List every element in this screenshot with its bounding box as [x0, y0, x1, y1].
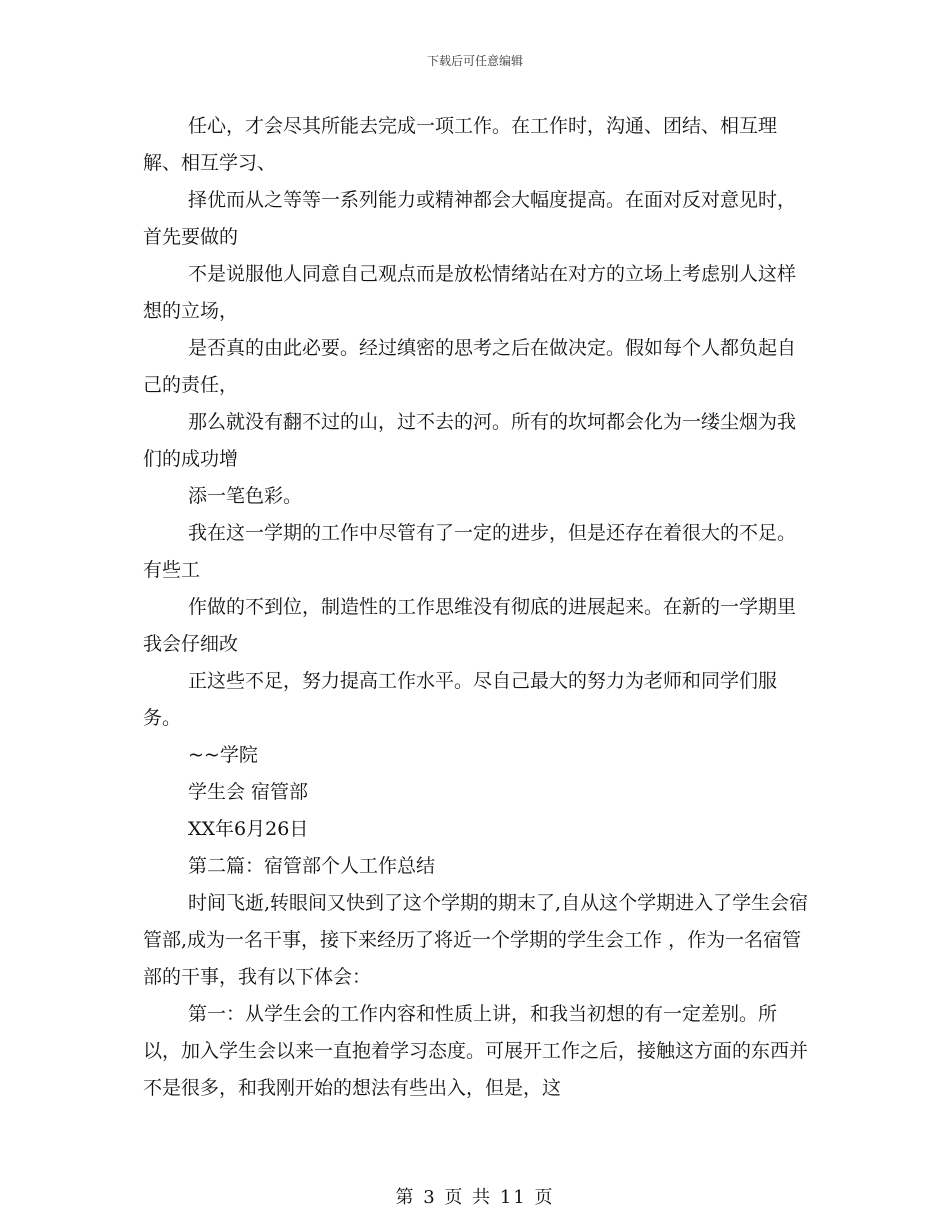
paragraph: 不是说服他人同意自己观点而是放松情绪站在对方的立场上考虑别人这样想的立场，	[143, 263, 797, 322]
page-header: 下载后可任意编辑	[426, 54, 523, 68]
paragraph: 我在这一学期的工作中尽管有了一定的进步，但是还存在着很大的不足。有些工	[143, 522, 797, 581]
section-title: 第二篇：宿管部个人工作总结	[188, 855, 436, 877]
paragraph: 第一：从学生会的工作内容和性质上讲，和我当初想的有一定差别。所以，加入学生会以来一直抱着学习态度。可展开工作之后，接触这方面的东西并不是很多，和我刚开始的想法有些出入，但是，这	[143, 1003, 809, 1099]
signature-college: ~~学院	[188, 744, 258, 766]
paragraph: 择优而从之等等一系列能力或精神都会大幅度提高。在面对反对意见时，首先要做的	[143, 189, 797, 248]
signature-department: 学生会 宿管部	[188, 781, 309, 803]
page-footer: 第 3 页 共 11 页	[395, 1187, 555, 1208]
paragraph: 时间飞逝,转眼间又快到了这个学期的期末了,自从这个学期进入了学生会宿管部,成为一名干事，接下来经历了将近一个学期的学生会工作 ，作为一名宿管部的干事，我有以下体会：	[143, 892, 809, 988]
paragraph: 任心，才会尽其所能去完成一项工作。在工作时，沟通、团结、相互理解、相互学习、	[143, 115, 778, 174]
paragraph: 作做的不到位，制造性的工作思维没有彻底的进展起来。在新的一学期里我会仔细改	[143, 596, 797, 655]
paragraph: 正这些不足，努力提高工作水平。尽自己最大的努力为老师和同学们服务。	[143, 670, 778, 729]
paragraph: 那么就没有翻不过的山，过不去的河。所有的坎坷都会化为一缕尘烟为我们的成功增	[143, 411, 797, 470]
paragraph: 是否真的由此必要。经过缜密的思考之后在做决定。假如每个人都负起自己的责任，	[143, 337, 797, 396]
signature-date: XX年6月26日	[188, 818, 309, 840]
paragraph: 添一笔色彩。	[188, 485, 303, 507]
document-body	[143, 108, 813, 1107]
